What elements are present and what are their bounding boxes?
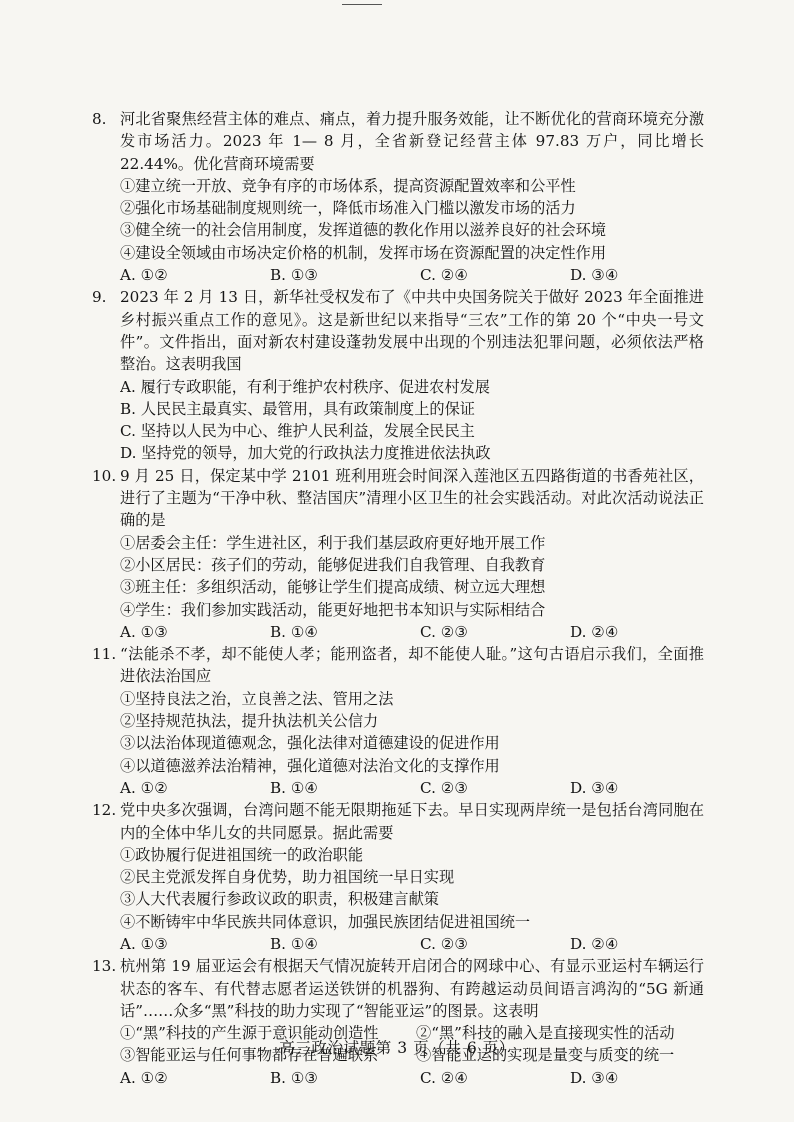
statement-option: ②强化市场基础制度规则统一，降低市场准入门槛以激发市场的活力 xyxy=(120,199,576,218)
statement-option: ①居委会主任：学生进社区，利于我们基层政府更好地开展工作 xyxy=(120,533,546,552)
page-footer: 高三政治试题第 3 页（共 6 页） xyxy=(279,1039,515,1057)
choice-b: B. ①③ xyxy=(270,1068,319,1087)
question-11 xyxy=(92,643,704,799)
statement-option: ①“黑”科技的产生源于意识能动创造性 xyxy=(120,1024,379,1043)
choice-a: A. ①② xyxy=(120,778,168,797)
top-rule xyxy=(342,4,382,5)
choice-d: D. ③④ xyxy=(570,266,619,285)
statement-option: ①坚持良法之治，立良善之法、管用之法 xyxy=(120,689,394,708)
choice-d: D. ②④ xyxy=(570,622,619,641)
question-stem: 9 月 25 日，保定某中学 2101 班利用班会时间深入莲池区五四路街道的书香苑社区，进行了主题为“干净中秋、整洁国庆”清理小区卫生的社会实践活动。对此次活动说法正确的是 xyxy=(120,466,704,530)
statement-option: ④建设全领域由市场决定价格的机制，发挥市场在资源配置的决定性作用 xyxy=(120,243,606,262)
question-number: 11. xyxy=(92,645,117,664)
statement-option: ④学生：我们参加实践活动，能更好地把书本知识与实际相结合 xyxy=(120,600,546,619)
statement-option: ③健全统一的社会信用制度，发挥道德的教化作用以滋养良好的社会环境 xyxy=(120,221,606,240)
choice-a: A. ①③ xyxy=(120,934,168,953)
statement-option: ③智能亚运与任何事物都存在普遍联系 xyxy=(120,1046,379,1065)
statement-option: ③人大代表履行参政议政的职责，积极建言献策 xyxy=(120,890,439,909)
choice-b: B. ①④ xyxy=(270,622,319,641)
question-9 xyxy=(92,286,704,464)
choice-d: D. ②④ xyxy=(570,934,619,953)
question-13 xyxy=(92,955,704,1089)
statement-option: ④智能亚运的实现是量变与质变的统一 xyxy=(416,1046,675,1065)
answer-choices xyxy=(120,264,704,286)
answer-choices xyxy=(120,933,704,955)
question-stem: 2023 年 2 月 13 日，新华社受权发布了《中共中央国务院关于做好 2023 年全面推进乡村振兴重点工作的意见》。这是新世纪以来指导“三农”工作的第 20 个“中央一号文件”。文件指出，面对新农村建设蓬勃发展中出现的个别违法犯罪问题，必须依法严格整治。这表明我国 xyxy=(120,288,704,374)
question-stem: “法能杀不孝，却不能使人孝；能刑盗者，却不能使人耻。”这句古语启示我们，全面推进依法治国应 xyxy=(120,645,704,686)
statement-option: ①建立统一开放、竞争有序的市场体系，提高资源配置效率和公平性 xyxy=(120,176,576,195)
question-stem: 党中央多次强调，台湾问题不能无限期拖延下去。早日实现两岸统一是包括台湾同胞在内的全体中华儿女的共同愿景。据此需要 xyxy=(120,801,704,842)
choice-d: D. ③④ xyxy=(570,1068,619,1087)
statement-option: ②坚持规范执法，提升执法机关公信力 xyxy=(120,712,379,731)
statement-option: ④不断铸牢中华民族共同体意识，加强民族团结促进祖国统一 xyxy=(120,912,531,931)
question-10 xyxy=(92,465,704,643)
question-12 xyxy=(92,799,704,955)
statement-option: ①政协履行促进祖国统一的政治职能 xyxy=(120,845,363,864)
question-stem: 河北省聚焦经营主体的难点、痛点，着力提升服务效能，让不断优化的营商环境充分激发市场活力。2023 年 1— 8 月，全省新登记经营主体 97.83 万户，同比增长 22.44%。优化营商环境需要 xyxy=(120,110,704,173)
answer-choices xyxy=(120,777,704,799)
choice-a: A. ①② xyxy=(120,266,168,285)
choice-b: B. 人民民主最真实、最管用，具有政策制度上的保证 xyxy=(120,399,475,418)
exam-page xyxy=(92,108,704,1089)
question-stem: 杭州第 19 届亚运会有根据天气情况旋转开启闭合的网球中心、有显示亚运村车辆运行状态的客车、有代替志愿者运送铁饼的机器狗、有跨越运动员间语言鸿沟的“5G 新通话”……众多“黑”科技的助力实现了“智能亚运”的图景。这表明 xyxy=(120,957,704,1020)
question-number: 13. xyxy=(92,957,117,976)
choice-a: A. ①② xyxy=(120,1068,168,1087)
statement-option: ③以法治体现道德观念，强化法律对道德建设的促进作用 xyxy=(120,734,500,753)
statement-option: ④以道德滋养法治精神，强化道德对法治文化的支撑作用 xyxy=(120,756,500,775)
choice-c: C. ②④ xyxy=(420,266,468,285)
statement-option: ③班主任：多组织活动，能够让学生们提高成绩、树立远大理想 xyxy=(120,578,546,597)
question-number: 12. xyxy=(92,801,117,820)
choice-c: C. ②③ xyxy=(420,934,468,953)
choice-b: B. ①③ xyxy=(270,266,319,285)
choice-b: B. ①④ xyxy=(270,778,319,797)
question-number: 9. xyxy=(92,288,107,307)
question-number: 10. xyxy=(92,466,117,485)
answer-choices xyxy=(120,621,704,643)
statement-option: ②民主党派发挥自身优势，助力祖国统一早日实现 xyxy=(120,868,455,887)
choice-c: C. 坚持以人民为中心、维护人民利益，发展全民民主 xyxy=(120,422,475,441)
statement-option: ②小区居民：孩子们的劳动，能够促进我们自我管理、自我教育 xyxy=(120,555,546,574)
choice-d: D. 坚持党的领导，加大党的行政执法力度推进依法执政 xyxy=(120,444,491,463)
choice-c: C. ②③ xyxy=(420,622,468,641)
choice-a: A. ①③ xyxy=(120,622,168,641)
choice-c: C. ②③ xyxy=(420,778,468,797)
question-number: 8. xyxy=(92,110,107,128)
choice-b: B. ①④ xyxy=(270,934,319,953)
choice-c: C. ②④ xyxy=(420,1068,468,1087)
choice-a: A. 履行专政职能，有利于维护农村秩序、促进农村发展 xyxy=(120,377,490,396)
question-8 xyxy=(92,108,704,286)
statement-option: ②“黑”科技的融入是直接现实性的活动 xyxy=(416,1024,675,1043)
answer-choices xyxy=(120,1067,704,1089)
choice-d: D. ③④ xyxy=(570,778,619,797)
